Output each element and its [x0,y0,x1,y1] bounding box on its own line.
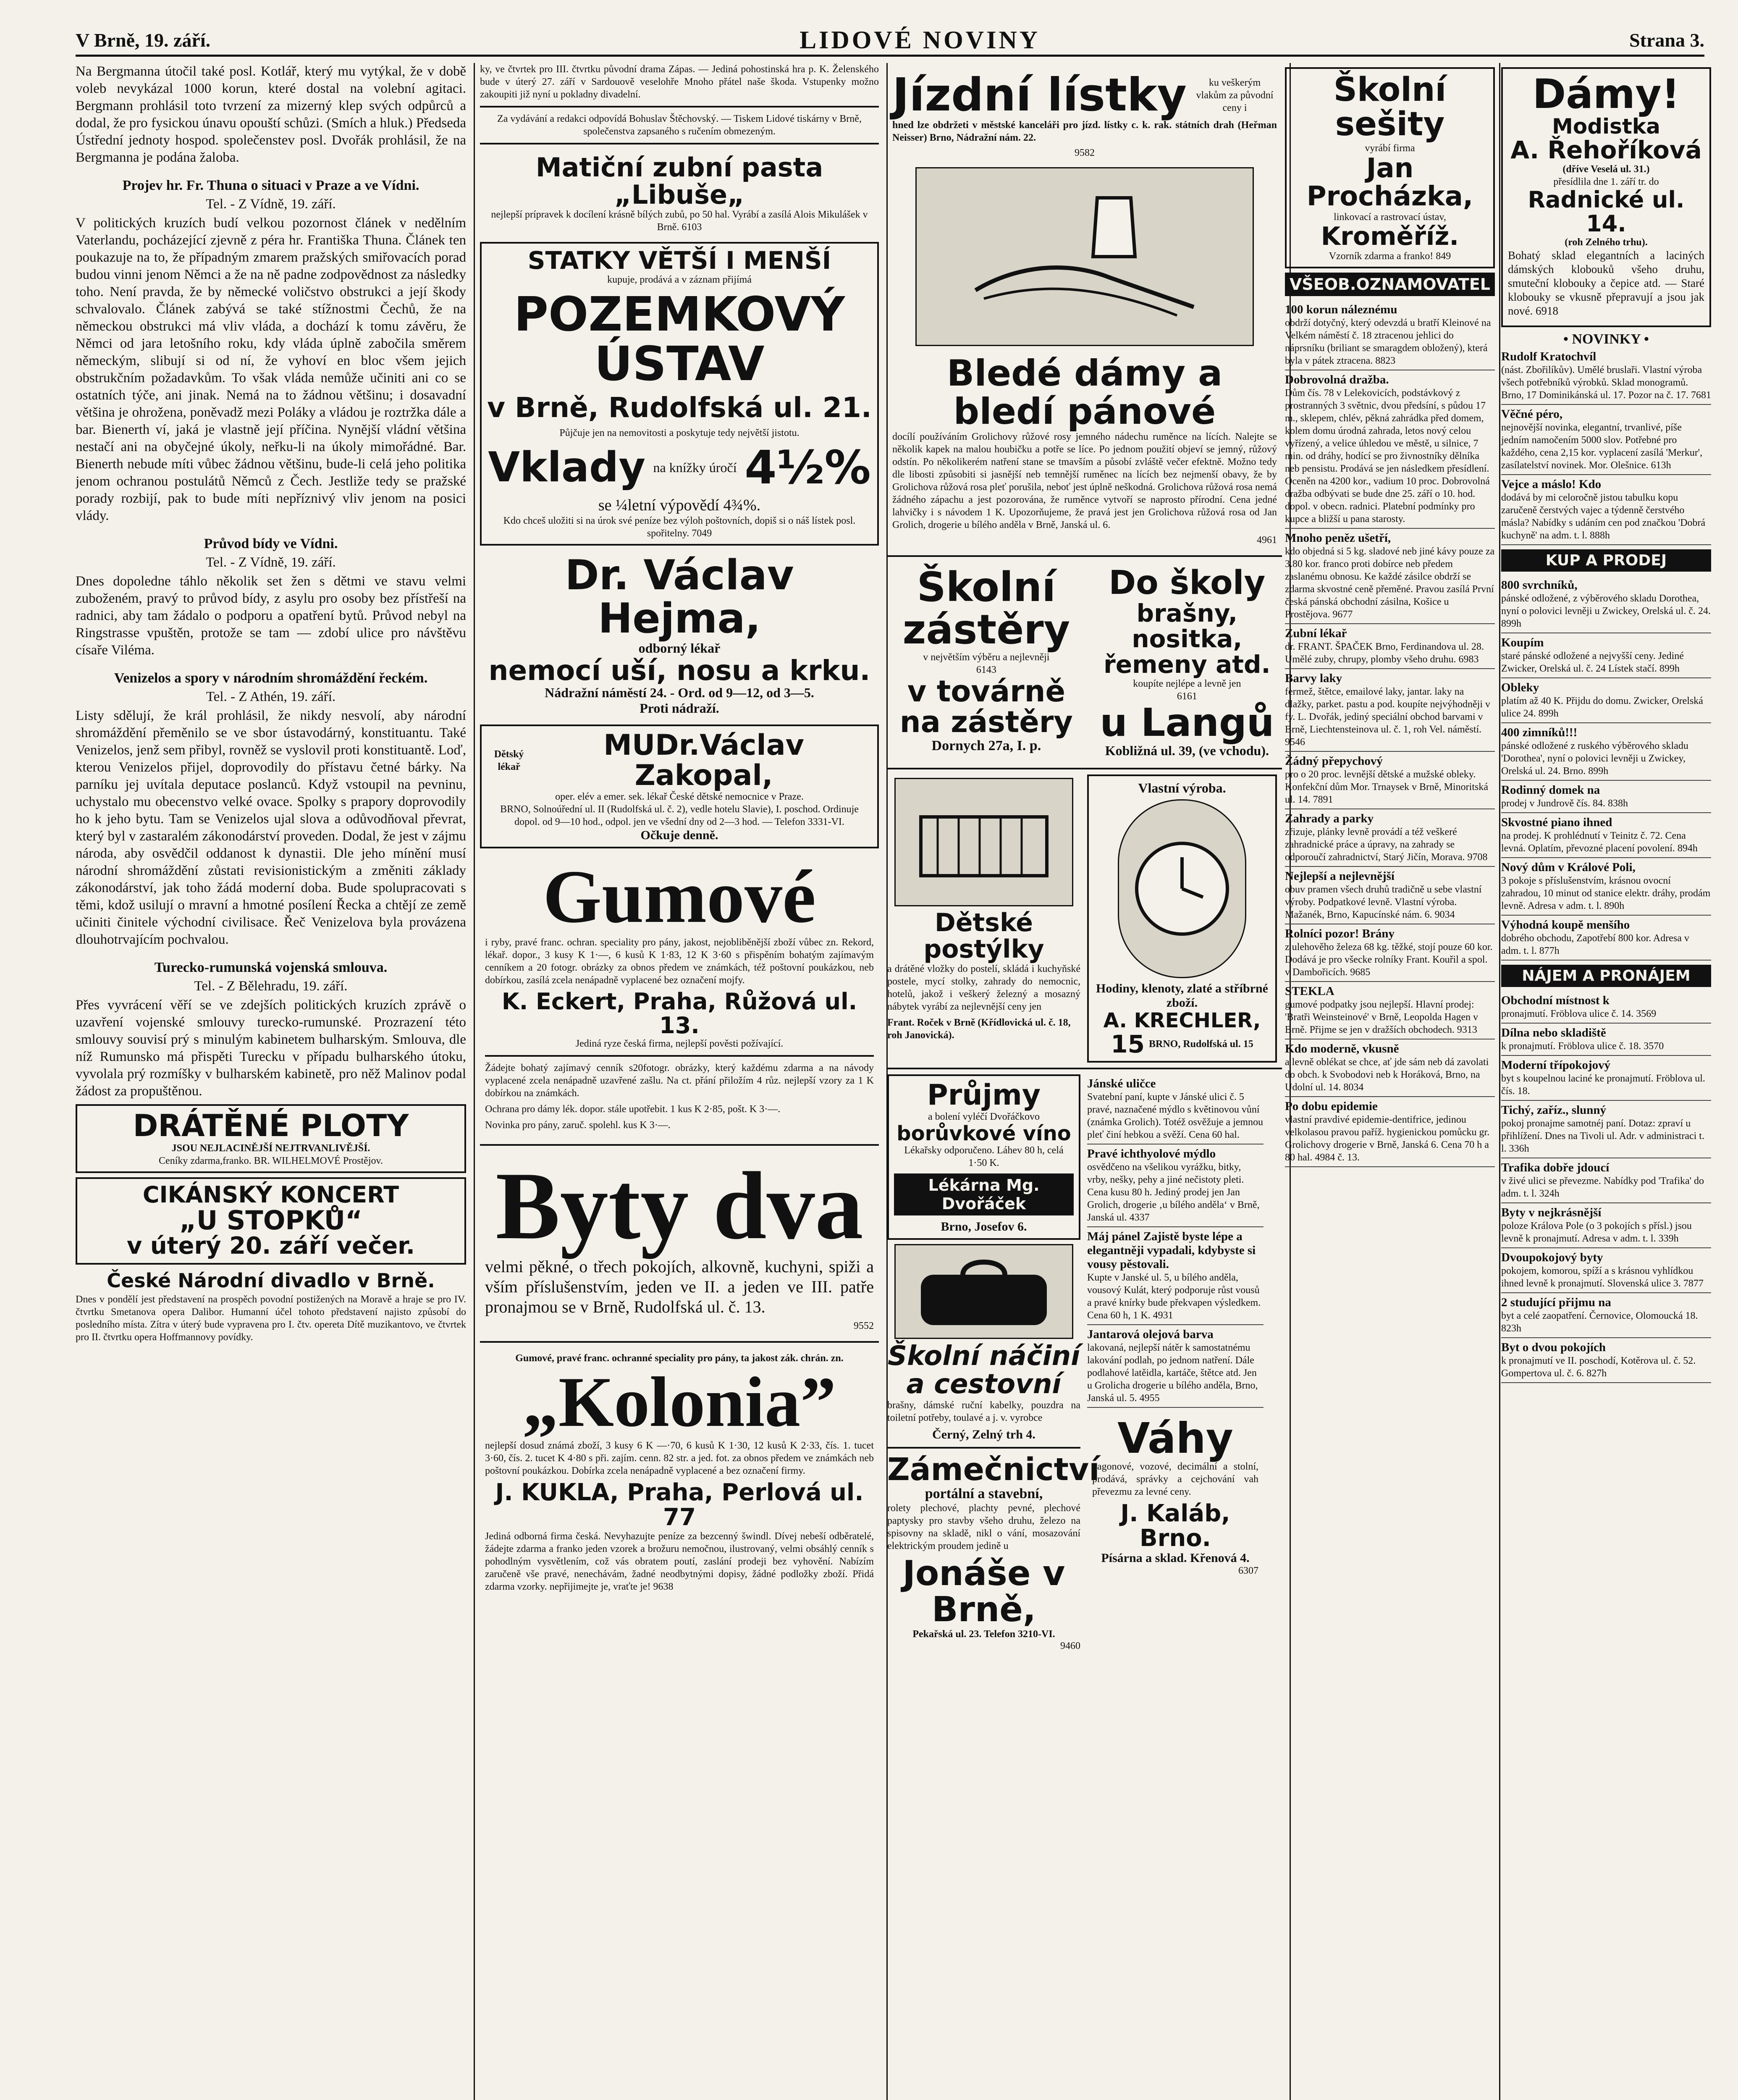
classified-title: Dobrovolná dražba. [1285,373,1389,387]
classified-title: Vejce a máslo! Kdo [1501,477,1602,491]
classified-text: obuv pramen všech druhů tradičně u sebe vlastní výroby. Podpatkové levně. Vlastní výroba. Mažanék, Brno, Kapucínské nám. 6. 9034 [1285,884,1482,921]
classified-text: zřizuje, plánky levně provádí a též veškeré zahradnické práce a úpravy, na zahrady se odporoučí zahradnictví, Starý Jičín, Morava. 9708 [1285,827,1488,863]
classified-text: Svatební paní, kupte v Jánské ulici č. 5 pravé, naznačené mýdlo s květinovou vůní (známka Grolich). Totéž osvěžuje a jemnou pleť činí hebkou a svěží. Cena 60 hal. [1087,1092,1264,1141]
ad-text: Jediná odborná firma česká. Nevyhazujte peníze za bezcenný šwindl. Dívej nebeší odběratelé, žádejte zdarma a franko jeden vzorek a brožuru nemočnou, ilustrovaný, velmi obsáhlý cenník s pohodlným vysvětlením, což vás obratem poutí, zaslání prodeji bez vyhovění. Nabízím zaručeně vše pravé, nenechávám, žadné neodbytnými dopisy, žádné podložky zboží. Přidá zdarma vzorky. nepřijimejte je, vraťte je! 9638 [485,1530,874,1592]
pocket-watch-illustration [1118,799,1246,978]
classified-title: Rolníci pozor! Brány [1285,927,1395,941]
theatre-continued: ky, ve čtvrtek pro III. čtvrtku původní drama Zápas. — Jediná pohostinská hra p. K. Želenského bude v úterý 27. září v Sardouově veselohře Mnoho přátel naše škoda. Vstupenky možno zakoupiti již nyní u pokladny divadelní. [480,64,879,100]
ad-headline: Bledé dámy a bledí pánové [946,352,1223,433]
classified-title: Rudolf Kratochvíl [1501,349,1596,363]
ad-rubber-eckert [480,853,879,1139]
classified-title: Tichý, zaříz., slunný [1501,1103,1607,1117]
ad-address: Nádražní náměstí 24. - Ord. od 9—12, od 3—5. [545,685,814,701]
ad-wire-fences [76,1104,466,1173]
ad-headline: v úterý 20. září večer. [126,1232,415,1260]
ad-headline: Modistka [1552,114,1660,139]
classified-title: Máj pánel Zajistě byste lépe a elegantněji vypadali, kdybyste si vousy pěstovali. [1087,1230,1256,1271]
ad-text: oper. elév a emer. sek. lékař České dětské nemocnice v Praze. [555,791,804,802]
ad-address: Písárna a sklad. Křenová 4. [1101,1551,1250,1565]
classified-ad [1501,475,1711,545]
classified-title: Výhodná koupě menšího [1501,918,1630,932]
classified-ad [1501,1338,1711,1383]
theatre-text: Dnes v pondělí jest představení na prospěch povodní postižených na Moravě a hraje se pro IV. čtvrtku Smetanova opera Dalibor. Humanní účel tohoto představení najisto způsobí do posledního místa. Zítra v úterý bude vypravena pro I. čtv. operetа Dítě muzikantovo, ve čtvrtek pro II. čtvrtku opera Hoffmannovy povídky. [76,1294,466,1343]
ad-doctor-hejma [480,550,879,720]
ad-text: a drátěné vložky do postelí, skládá i kuchyňské postele, mycí stolky, zahrady do nemocnic, hotelů, jakož i veškerý železný a mosazný nábytek vyrábí za nejlevnější ceny jen [887,963,1080,1013]
ad-text: Dětský lékař [494,748,524,772]
ad-cots-column [887,774,1080,1063]
article-body: V politických kruzích budí velkou pozornost článek v nedělním Vaterlandu, pocházející zjevně z péra hr. Františka Thuna. Článek ten poukazuje na to, že případným zmarem pražských smiřovacích porad budou vinni jenom Němci a že na ně padne zodpovědnost za následky toho. Není pravda, že by německé voličstvo obstrukci a její škody schvalovalo. Článek zabývá se také stížnostmi Čechů, že na německou obstrukci má vliv vláda, a dochází k tomu závěru, že Němci od jara letošního roku, kdy vláda úplně zabočila směrem německým, slibují si od ní, že vyhoví en bloc všem jejich obstrukčním požadavkům. To však vláda nemůže učiniti ani co se ostatních týče, ani jinak. Nemá na to žádnou většinu; i dosavadní většina je ohrožena, poněvadž mezi Poláky a vládou je roztržka dále a bar. Bienerth ví, jaká je vlastně její příčina. Nynější vládní většina nestačí ani na obyčejné úkoly, neřku-li na úkoly mimořádné. Bar. Bienerth nebude míti vůbec žádnou většinu, bude-li celá jeho politika jenom ochranou postulátů Němců z Čech. Jestliže tedy se pražské porady rozbijí, pak to bude míti nepříznivý vliv jenom na posici vlády. [76,215,466,523]
ad-headline: Dámy! [1532,71,1680,118]
ad-headline: Vklady [488,443,646,491]
ad-text: odborný lékař [638,640,721,656]
divider [480,1341,879,1343]
ad-headline: brašny, nositka, řemeny atd. [1104,598,1271,679]
ad-headline: Školní zástěry [902,563,1070,653]
ad-blueberry-wine [887,1074,1080,1240]
ad-subline: Ceníky zdarma,franko. BR. WILHELMOVÉ Prostějov. [159,1155,383,1166]
ad-number: 9582 [1075,147,1095,159]
ad-headline: Jonáše v Brně, [902,1554,1065,1630]
classified-text: prodej v Jundrově čís. 84. 838h [1501,798,1628,809]
ad-rosy [887,350,1282,550]
classified-ad [1501,1248,1711,1293]
section-heading: VŠEOB.OZNAMOVATEL [1285,273,1495,296]
ad-headline: A. Řehoříková [1510,136,1702,165]
ad-text: nejlepší prípravek k docílení krásně bílých zubů, po 50 hal. Vyrábí a zasílá Alois Mikulášek v Brně. 6103 [491,209,868,233]
travel-bag-icon [912,1254,1055,1329]
ad-head-row [892,71,1277,119]
classified-text: pánské odložené, z výběrového skladu Dorothea, nyní o polovici levněji u Zwickey, Orelská ul. č. 24. 899h [1501,593,1711,629]
ad-number: 9552 [854,1320,874,1331]
article-dateline: Tel. - Z Athén, 19. září. [206,689,336,704]
classified-ad [1501,347,1711,405]
ad-headline: Dr. Václav Hejma, [565,551,794,643]
classified-text: 3 pokoje s příslušenstvím, krásnou ovocní zahradou, 10 minut od stanice elektr. dráhy, prodám levně. Adresa v adm. t. l. 890h [1501,875,1711,911]
column-classifieds-5 [1497,63,1711,2100]
ad-headline: u Langů [1100,700,1274,745]
ad-headline: Školní sešity [1333,71,1447,143]
ad-text: docílí používáním Grolichovy růžové rosy jemného nádechu ruměnce na lících. Nalejte se několik kapek na malou houbičku a potře se lícе. Po jednom použití objeví se jemný, růžový odstín. Po několikerém natření stane se tmavším a působí zvláště večer efektně. Možno tedy dle libosti způsobiti si jasnější neb temnější ruměnec na lících bez nejmenší obavy, že by Grolichova růžová rosa pleť porušila, neboť jest úplně neškodná. Grolichova růžová rosa nemá žádného zápachu a jest pozorována, že ruměnce vytvoří se naprosto přírodní. Cena jedné lahvičky i s návodem 1 K. Upozorňujeme, že pravá jest jen Grolichova růžová rosa od Jan Grolich, drogerie u bílého anděla v Brně, Janská ul. 6. [892,431,1277,530]
classified-title: Rodinný domek na [1501,783,1600,797]
classified-ad [1501,576,1711,633]
ad-address: BRNO, Rudolfská ul. 15 [1148,1038,1253,1050]
ad-text: nejlepší dosud známá zboží, 3 kusy 6 K —·70, 6 kusů K 1·30, 12 kusů K 2·33, čís. 1. tucet 3·60, čís. 2. tucet K 4·80 s při. zajím. cenn. 82 str. a jed. fot. za obnos předem ve známkách neb poštovní poukázkou. Dobírka zcela nenápadně vyplacené a bez označení firmy. [485,1440,874,1477]
ad-headline: A. KRECHLER, [1103,1009,1261,1033]
divider [887,768,1282,769]
interest-rate: 4½% [744,440,871,494]
ad-headline: Jan Procházka, [1306,152,1473,212]
ad-headline: „Kolonia” [522,1362,836,1441]
ad-text: (roh Zelného trhu). [1565,236,1648,248]
article-title: Projev hr. Fr. Thuna o situaci v Praze a ve Vídni. [122,178,419,193]
section-heading: NÁJEM A PRONÁJEM [1501,965,1711,987]
classified-ad [1501,813,1711,858]
ad-headline: CIKÁNSKÝ KONCERT [142,1181,399,1208]
ad-text: koupíte nejlépe a levně jen [1133,678,1241,689]
ad-headline: Váhy [1117,1414,1233,1463]
ad-left-stack [887,1074,1100,1652]
hand-illustration [915,167,1254,346]
classified-ad [1285,669,1495,752]
page-header [76,25,1704,57]
ad-text: vagonové, vozové, decimální a stolní, prodává, správky a cejchování vah převezmu za levné ceny. [1092,1461,1258,1498]
classified-title: Zubní lékař [1285,627,1347,640]
ad-headline: STATKY VĚTŠÍ I MENŠÍ [527,246,831,275]
classified-ad [1501,858,1711,916]
article-dateline: Tel. - Z Vídně, 19. září. [206,555,336,570]
ad-number: 6307 [1238,1565,1258,1577]
classified-text: pronajmutí. Fröblova ulice č. 14. 3569 [1501,1008,1657,1019]
ad-text: se ¼letní výpovědí 4¾%. [598,496,761,514]
ad-text: Žádejte bohatý zajímavý cenník s20fotogr. obrázky, který každému zdarma a na návody vyplacené zcela nenápadně uzavřené zašlu. Na ct. přání přiložím 4 růz. nejlepší vzory za 1 K dobírkou na známkách. [485,1063,874,1099]
classified-list [1285,300,1495,1167]
ad-land-institute [480,242,879,546]
ad-address: Kobližná ul. 39, (ve vchodu). [1105,743,1269,759]
classified-ad [1285,1040,1495,1097]
ad-row [887,774,1282,1063]
article-body: Listy sdělují, že král prohlásil, že nikdy nesvolí, aby národní shromáždění přeměnilo se ve sbor ústavodárný, konstituantu. Také Venizelos, jenž sem přibyl, rovněž se vyslovil proti konstituantě. Loď, kterou Venizelos přijel, doprovodily do přístavu četné bárky. Na parníku jej uvítala deputace poslanců. Když vstoupil na pevninu, uchystalo mu obecenstvo velké ovace. Spolky s prapory doprovodily ho k jeho bytu. Tam se Venizelos ujal slova a odůvodňoval převrat, který byl v zastaralém zákonodárství proveden. Dodal, že jest v zájmu národa, aby osvědčil oddanost k dynastii. Dle jeho mínění musí národní shromáždění zůstati revisionistickým a změniti základy zákonodárství, jak toho žádá moderní doba. Bude spolupracovati s těmi, kdož usilují o mravní a hmotné posílení Řecka a chtějí ze země učiniti činitele východní civilisace. Řeč Venizelova byla provázena dlouhotrvajícím pochvalou. [76,708,466,947]
ad-text: kupuje, prodává a v záznam přijímá [607,274,752,286]
ad-toothpaste [480,150,879,238]
classified-ad [1501,405,1711,475]
article-dateline: Tel. - Z Vídně, 19. září. [206,197,336,212]
divider [480,143,879,144]
classified-ad [1501,1293,1711,1338]
bag-illustration [894,1244,1073,1339]
ad-head-row [487,730,872,790]
article-dateline: Tel. - Z Bělehradu, 19. září. [194,979,348,994]
ad-row [887,562,1282,763]
classified-text: byt s koupelnou laciné ke pronajmutí. Fröblova ul. čís. 18. [1501,1073,1705,1097]
article-title: Venizelos a spory v národním shromáždění řeckém. [114,670,428,686]
classified-ad [1501,1056,1711,1101]
intro-paragraph: Na Bergmanna útočil také posl. Kotlář, který mu vytýkal, že v době voleb nevykázal 1000 korun, které dostal na volební agitaci. Bergmann prohlásil toto tvrzení za mizerný klep svých odpůrců a dodal, že pro fysickou únavu opouští schůzi. (Smích a hluk.) Předseda Ústřední jednoty hospod. společenstev posl. Dvořák prohlásil, že na Bergmanna je podána žaloba. [76,64,466,165]
classified-title: 400 zimníků!!! [1501,725,1578,739]
ad-text: na knížky úročí [653,459,737,475]
divider [480,106,879,108]
ad-text: a bolení vyléčí Dvořáčkovo [928,1111,1040,1122]
ad-aprons [887,562,1085,763]
ad-text: i ryby, pravé franc. ochran. speciality pro pány, jakost, nejobliběnější zboží vůbec zn. Rekord, lékař. dopor., 3 kusy K 1·—, 6 kusů K 1·83, 12 K 3·60 s přispěním bohatým zajímavým cenníkem a 20 fotogr. obrázky za obnos předem ve známkách, též poštovní poukázkou, neb dobírkou, zasílá zcela nenápadně vyplacené bez označení mojfy. [485,937,874,986]
classified-text: na prodej. K prohlédnutí v Teinitz č. 72. Cena levná. Oplatím, převozné placení povolení. 894h [1501,830,1698,854]
section-heading: • NOVINKY • [1563,331,1649,347]
ad-headline: J. Kaláb, Brno. [1120,1500,1230,1552]
cot-icon [908,792,1059,892]
deposit-row [487,440,872,494]
classified-title: Skvostné piano ihned [1501,815,1612,829]
classified-title: Barvy laky [1285,672,1342,685]
classified-ad [1501,1101,1711,1158]
ad-address: Frant. Roček v Brně (Křídlovická ul. č. 18, roh Janovická). [887,1017,1071,1041]
column-ads-3 [880,63,1291,2100]
classified-text: vlastní pravdivé epidemie-dentifrice, jedinou velkolasou pravou paříž. hygienickou pomůcku gr. Grolichovy drogerie v Brně, Janská 6. Cena 70 h a 80 hal. 4984 č. 13. [1285,1114,1490,1163]
classified-text: kdo objedná si 5 kg. sladové neb jiné kávy pouze za 3.80 kor. franco proti dobírce neb předem zaslanému obnosu. Ke každé zásilce obdrží se zdarma skvostné ceně přeměné. Pravou zasílá První česká pánská obchodní zásilna, Košice u Prostějova. 9677 [1285,546,1495,620]
ad-address-row [1094,1029,1270,1058]
ad-number: 6143 [976,664,996,675]
classified-text: nejnovější novinka, elegantní, trvanlivé, píše jedním namočením 5000 slov. Potřebné pro každého, cena 2,15 kor. vyplacení zasílá 'Merkur', zasílatelství novinek. Mor. Olešnice. 613h [1501,422,1703,471]
classified-ad [1285,809,1495,867]
classified-ad [1501,678,1711,723]
ad-number: 4961 [1257,534,1277,546]
ad-text: Vlastní výroba. [1138,780,1226,796]
classified-ad [1501,1158,1711,1203]
ad-text: vyrábí firma [1365,142,1415,154]
classified-title: 2 studující přijmu na [1501,1295,1611,1309]
classified-title: Mnoho peněz ušetří, [1285,531,1391,545]
ad-address: v Brně, Rudolfská ul. 21. [487,391,872,424]
classified-ad [1501,633,1711,678]
divider [887,555,1282,557]
classified-title: STEKLA [1285,984,1334,998]
ad-row [887,1074,1282,1652]
ad-text: Novinka pro pány, zaruč. spolehl. kus K 3·—. [485,1120,671,1131]
ad-headline: Lékárna Mg. Dvořáček [894,1173,1074,1215]
classified-text: dodává by mi celoročně jistou tabulku kopu zaručeně čerstvých vajec a týdenně čerstvého másla? Nabídky s udáním cen pod značkou 'Dobrá kuchyně' na adm. t. l. 888h [1501,492,1706,541]
classified-ad [1501,916,1711,961]
ad-headline: Byty dva [495,1152,863,1260]
classified-text: fermež, štětce, emailové laky, jantar. laky na dlažky, parket. pastu a pod. koupíte nejvýhodněji v fy. L. Dvořák, jediný speciální obchod barvami v Brně, Liechtensteinova ul. č. 1, roh Vel. náměstí. 9546 [1285,686,1490,748]
classified-ad [1285,982,1495,1040]
column-classifieds-4 [1281,63,1500,2100]
classified-ad [1501,781,1711,813]
ad-headline: nemocí uší, nosu a krku. [488,654,870,687]
column-ads-2 [472,63,888,2100]
ad-text: Bohatý sklad elegantních a laciných dámských klobouků všeho druhu, smuteční klobouky a čepice atd. — Staré klobouky se vkusně přepravují a jsou jak nové. 6918 [1508,249,1704,317]
ad-address: Pekařská ul. 23. Telefon 3210-VI. [912,1629,1055,1640]
article-body: Dnes dopoledne táhlo několik set žen s dětmi ve stavu velmi zuboženém, pravý to průvod bídy, z asylu pro osoby bez přístřeší na radnici, aby tam žádalo o podporu a opatření bytů. Průvod nebyl na Ringstrasse vpuštěn, protože se tam — zdobí ulice pro návštěvu císaře Viléma. [76,574,466,658]
classified-title: Byt o dvou pokojích [1501,1340,1606,1354]
article-body: Přes vyvrácení věří se ve zdejších politických kruzích zprávě o uzavření vojenské smlouvy turecko-rumunské. Prozrazení této smlouvy souvisí prý s minulým kabinetem bulharským. Smlouva, dle níž Rumunsko má přispěti Turecku v případu bulharského útoku, vyvolala prý rozmíšky v bulharském kabinetě, pro něž Malinov podal žádost za propuštěnou. [76,998,466,1099]
classified-text: z ulehověho železa 68 kg. těžké, stojí pouze 60 kor. Dodává je pro všecke rolníky Frant. Kouřil a spol. v Dambořicích. 9685 [1285,942,1493,978]
ad-headline: Kroměříž. [1321,222,1459,252]
classified-ad [1501,1203,1711,1248]
classified-title: Žádný přepychový [1285,754,1383,768]
ad-text: Jediná ryze česká firma, nejlepší pověsti požívající. [575,1038,784,1050]
article-title: Průvod bídy ve Vídni. [204,536,338,551]
ad-number: 9460 [1060,1641,1080,1652]
classified-text: dobrého obchodu, Zapotřebí 800 kor. Adresa v adm. t. l. 877h [1501,932,1689,956]
ad-school-bags [1092,562,1282,763]
ad-number: 6161 [1177,690,1197,702]
ad-headline: Dětské postýlky [923,908,1044,964]
classified-text: pokoj pronajme samotnéj paní. Dotaz: zpraví u přihlížení. Dnes na Tivoli ul. Adr. v administraci t. l. 336h [1501,1118,1704,1154]
classified-ad [1087,1144,1264,1227]
classified-text: osvědčeno na všelikou vyrážku, bitky, vrby, nešky, pehy a jiné nečistoty pleti. Cena kusu 80 h. Jediný prodej jen Jan Grolich, drogerie ‚u bílého anděla‘ v Brně, Janská ul. 4337 [1087,1162,1260,1223]
classified-text: pro o 20 proc. levnější dětské a mužské obleky. Konfekční dům Mor. Trnaysek v Brně, Minoritská ul. 14. 7891 [1285,769,1488,806]
classified-title: Trafika dobře jdoucí [1501,1160,1610,1174]
ad-headline: J. KUKLA, Praha, Perlová ul. 77 [495,1479,864,1531]
ad-text: hned lze obdržeti v městské kanceláři pro jízd. lístky c. k. rak. státních drah (Heřman Neisser) Brno, Nádražní nám. 22. [892,120,1277,144]
classified-ad [1087,1325,1264,1408]
classified-title: Kdo moderně, vkusně [1285,1042,1399,1056]
divider [480,1144,879,1146]
ad-number: 15 [1111,1029,1145,1058]
divider [887,1068,1282,1069]
ad-right-stack [1087,1074,1264,1652]
classified-title: Dílna nebo skladiště [1501,1026,1606,1040]
ad-text: brašny, dámské ruční kabelky, pouzdra na toiletní potřeby, toulavé a j. v. vyrobce [887,1399,1080,1423]
ad-headline: Matiční zubní pasta „Libuše„ [535,152,823,210]
classified-title: Dvoupokojový byty [1501,1250,1603,1264]
cot-illustration [894,778,1073,906]
classified-title: Zahrady a parky [1285,812,1374,826]
classified-title: Moderní třípokojový [1501,1058,1611,1072]
imprint: Za vydávání a redakci odpovídá Bohuslav Štěchovský. — Tiskem Lidové tiskárny v Brně, společenstva zapsaného s ručením obmezeným. [497,113,862,137]
classified-title: Koupím [1501,635,1544,649]
ad-doctor-zakopal [480,724,879,848]
ad-text: Kdo chceš uložiti si na úrok své peníze bez výloh poštovních, dopiš si o náš lístek posl. spořitelny. 7049 [503,515,856,539]
ad-headline: Jízdní lístky [892,69,1187,121]
ad-headline: Zámečnictví [887,1451,1100,1488]
classified-title: Věčné péro, [1501,407,1563,421]
ad-text: (dříve Veselá ul. 31.) [1562,164,1650,175]
classified-text: dr. FRANT. ŠPAČEK Brno, Ferdinandova ul. 28. Umělé zuby, chrupy, plomby všeho druhu. 6983 [1285,641,1484,665]
hand-bottle-icon [959,181,1211,332]
ad-rubber-kukla [480,1348,879,1601]
classified-title: Jantarová olejová barva [1087,1328,1214,1341]
ad-headline: Školní náčiní a cestovní [887,1341,1080,1400]
ad-text: linkovací a rastrovací ústav, [1334,212,1446,223]
ad-text: Gumové, pravé franc. ochranné speciality pro pány, ta jakost zák. chrán. zn. [515,1352,844,1364]
ad-text: Vzorník zdarma a franko! 849 [1329,251,1451,262]
ad-subline: JSOU NEJLACINĚJŠÍ NEJTRVANLIVĚJŠÍ. [171,1142,370,1154]
theatre-title: České Národní divadlo v Brně. [107,1269,435,1292]
ad-headline: Do školy [1109,564,1266,602]
classified-title: Pravé ichthyolové mýdlo [1087,1147,1216,1161]
ad-headline: DRÁTĚNÉ PLOTY [133,1108,409,1143]
classified-text: pánské odložené z ruského výběrového skladu 'Dorothea', nyní o polovici levněji u Zwickey, Orelská ul. 24. Brno. 899h [1501,740,1688,777]
classified-ad [1285,370,1495,529]
ad-scales [1087,1412,1264,1581]
newspaper-title: LIDOVÉ NOVINY [800,26,1041,54]
ad-text: v největším výběru a nejlevněji [923,651,1050,663]
classified-text: Dům čís. 78 v Lelekovicích, podstávkový z prostranných 3 světnic, dvou předsíní, s půdou 17 m., sklepem, chlév, pěkná zahrádka před domem, kolem domu úrodná zahrada, letos nový celou vyřízený, a velice úhledou ve městě, u silnice, 7 min. od dráhy, hodící se pro živnostníky dělníka neb pensistu. Prodává se jen následkem přesídlení. Oceněn na 4200 kor., vadium 10 proc. Dobrovolná dražba odbývati se bude dne 25. září o 10. hod. dopol. v obecn. radnici. Platební podmínky pro kupce a bližší u pana starosty. [1285,388,1490,525]
classified-text: lakovaná, nejlepší nátěr k samostatnému lakování podlah, po jednom natření. Dále podlahové latěidla, kartáče, štětce atd. Jen u Grolicha drogerie u bílého anděla, Brno, Janská ul. 5. 4955 [1087,1342,1258,1404]
ad-text: rolety plechové, plachty pevné, plechové paptysky pro stavby všeho druhu, železo na spisovny na skladě, nikl o vání, mosazování elektrickým proudem jedině u [887,1503,1080,1552]
ad-notebooks [1285,67,1495,268]
ad-address: Dornych 27a, I. p. [931,738,1041,753]
ad-flats [480,1151,879,1336]
divider [887,1447,1080,1449]
classified-ad [1501,991,1711,1024]
ad-headline: POZEMKOVÝ ÚSTAV [514,287,845,391]
classified-text: a levně oblékat se chce, ať jde sám neb dá zavolati do obch. k Svobodovi neb k Horáková, Brno, na Udolní ul. 14. 8034 [1285,1057,1489,1093]
ad-tickets [887,67,1282,163]
classified-ad [1285,924,1495,982]
ad-headline: v továrně na zástěry [899,674,1073,740]
ad-milliner [1501,67,1711,327]
classified-ad [1285,529,1495,624]
classified-ad [1087,1227,1264,1325]
ad-address: Černý, Zelný trh 4. [932,1427,1035,1441]
article-title: Turecko-rumunská vojenská smlouva. [154,960,388,975]
ad-text: přesídlila dne 1. září tr. do [1553,176,1659,188]
classified-title: 800 svrchníků, [1501,578,1578,592]
classified-text: v živé ulici se převezme. Nabídky pod 'Trafika' do adm. t. l. 324h [1501,1175,1704,1199]
classified-text: obdrží dotyčný, který odevzdá u bratří Kleinové na Velkém náměstí č. 18 ztracenou jehlici do náprsníku (briliant se smaragdem obložený), která byla v pátek ztracena. 8823 [1285,318,1491,367]
ad-text: portální a stavební, [925,1486,1043,1502]
divider [485,1055,874,1057]
ad-concert [76,1177,466,1265]
classified-ad [1285,1097,1495,1167]
classified-text: pokojem, komorou, spíží a s krásnou vyhlídkou ihned levně k pronajmutí. Slovenská ulice 3. 7877 [1501,1265,1704,1289]
column-news [76,63,475,2100]
classified-title: Obchodní místnost k [1501,993,1610,1007]
ad-text: Ochrana pro dámy lék. dopor. stále upotřebit. 1 kus K 2·85, pošt. K 3·—. [485,1104,781,1115]
classified-title: Byty v nejkrásnější [1501,1205,1602,1219]
ad-watches [1087,774,1277,1063]
classified-text: staré pánské odložené a nejvyšší ceny. Jediné Zwicker, Orelská ul. č. 24 Lístek stačí. 899h [1501,650,1684,674]
classified-text: k pronajmutí ve II. poschodí, Kotěrova ul. č. 52. Gompertova ul. č. 6. 827h [1501,1355,1696,1379]
classified-text: byt a celé zaopatření. Černovice, Olomoucká 18. 823h [1501,1310,1698,1334]
ad-text: ku veškerým vlakům za původní ceny i [1196,77,1274,113]
classified-text: platím až 40 K. Přijdu do domu. Zwicker, Orelská ulice 24. 899h [1501,695,1703,719]
ad-text: Půjčuje jen na nemovitosti a poskytuje tedy největší jistotu. [559,427,800,438]
ad-text: Hodiny, klenoty, zlaté a stříbrné zboží. [1096,982,1268,1010]
classified-title: 100 korun náleznému [1285,303,1397,317]
header-date: V Brně, 19. září. [76,29,211,51]
classified-title: Po dobu epidemie [1285,1100,1378,1113]
classified-ad [1285,752,1495,809]
classified-title: Jánské uličce [1087,1077,1156,1091]
ad-text: Lékařsky odporučeno. Láhev 80 h, celá 1·50 K. [904,1145,1064,1169]
ad-address: Brno, Josefov 6. [941,1220,1027,1234]
classified-text: Kupte v Janské ul. 5, u bílého anděla, vousový Kulát, který podporuje růst vousů a pravé knírky bude překvapen výsledkem. Cena 60 h, 1 K. 4931 [1087,1272,1261,1321]
section-heading: KUP A PRODEJ [1501,549,1711,572]
ad-headline: K. Eckert, Praha, Růžová ul. 13. [501,988,857,1039]
classified-list [1501,347,1711,1383]
ad-text: Očkuje denně. [640,828,718,842]
page-number: Strana 3. [1629,29,1704,51]
ad-headline: „U STOPKŮ“ [179,1205,362,1236]
classified-text: k pronajmutí. Fröblova ulice č. 18. 3570 [1501,1040,1664,1052]
classified-title: Nejlepší a nejlevnější [1285,869,1395,883]
ad-headline: Gumové [543,854,816,938]
ad-text: Proti nádraží. [640,701,719,716]
classified-text: poloze Králova Pole (o 3 pokojích s přísl.) jsou levně k pronajmutí. Adresa v adm. t. l. 339h [1501,1220,1692,1244]
classified-text: gumové podpatky jsou nejlepší. Hlavní prodej: 'Bratři Weinsteinové' v Brně, Leopolda Hagen v Brně. Přijme se jen v dražších obchodech. 9313 [1285,999,1478,1036]
classified-title: Nový dům v Králové Poli, [1501,860,1636,874]
classified-text: (nást. Zbořilíkův). Umělé bruslaři. Vlastní výroba všech potřebníků výrobků. Sklad monogramů. Brno, 17 Dominikánská ul. 17. Pozor na č. 17. 7681 [1501,364,1711,401]
ad-headline: MUDr.Václav Zakopal, [603,729,804,792]
classified-ad [1501,723,1711,781]
classified-ad [1285,624,1495,669]
classified-ad [1087,1074,1264,1144]
ad-text: velmi pěkné, o třech pokojích, alkovně, kuchyni, spiži a vším příslušenstvím, jeden ve II. a jeden ve III. patře pronajmou se v Brně, Rudolfská ul. č. 13. [485,1257,874,1316]
ad-headline: borůvkové víno [897,1121,1071,1145]
pocket-watch-icon [1132,838,1232,939]
classified-ad [1501,1024,1711,1056]
classified-ad [1285,867,1495,924]
ad-text: BRNO, Solnoúřední ul. II (Rudolfská ul. č. 2), vedle hotelu Slavie), I. poschod. Ordinuje dopol. od 9—10 hod., odpol. jen ve všední dny od 2—3 hod. — Telefon 3331-VI. [500,803,859,827]
ad-address: Radnické ul. 14. [1528,186,1685,237]
classified-ad [1285,300,1495,370]
ad-headline: Průjmy [927,1079,1041,1112]
classified-title: Obleky [1501,680,1539,694]
